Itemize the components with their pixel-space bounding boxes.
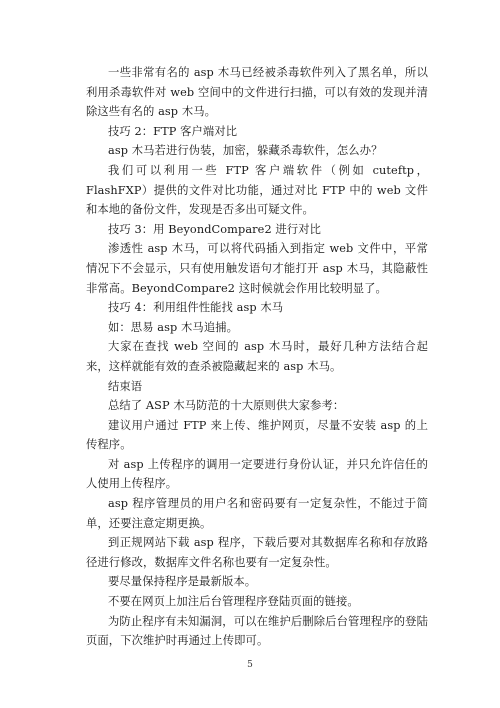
list-item: 建议用户通过 FTP 来上传、维护网页，尽量不安装 asp 的上传程序。 — [86, 418, 428, 452]
paragraph: 一些非常有名的 asp 木马已经被杀毒软件列入了黑名单，所以利用杀毒软件对 web 空间中的文件进行扫描，可以有效的发现并清除这些有名的 asp 木马。 — [86, 66, 428, 119]
paragraph: 渗透性 asp 木马，可以将代码插入到指定 web 文件中，平常情况下不会显示，只有使用触发语句才能打开 asp 木马，其隐蔽性非常高。BeyondCompare2 这时候就会作用比较明显了。 — [86, 242, 428, 295]
paragraph: 我们可以利用一些 FTP 客户端软件（例如 cuteftp，FlashFXP）提供的文件对比功能，通过对比 FTP 中的 web 文件和本地的备份文件，发现是否多出可疑文件。 — [86, 163, 428, 217]
paragraph: 总结了 ASP 木马防范的十大原则供大家参考： — [108, 399, 345, 413]
paragraph: 如：思易 asp 木马追捕。 — [108, 320, 239, 334]
page-number: 5 — [247, 660, 253, 670]
body-text — [86, 63, 428, 651]
section-heading: 技巧 4：利用组件性能找 asp 木马 — [108, 301, 284, 315]
section-heading: 技巧 3：用 BeyondCompare2 进行对比 — [108, 222, 322, 236]
paragraph: asp 木马若进行伪装，加密，躲藏杀毒软件，怎么办？ — [108, 144, 383, 158]
list-item: 到正规网站下载 asp 程序，下载后要对其数据库名称和存放路径进行修改，数据库文件名称也要有一定复杂性。 — [86, 536, 428, 569]
list-item: 不要在网页上加注后台管理程序登陆页面的链接。 — [108, 595, 359, 609]
section-heading: 技巧 2：FTP 客户端对比 — [108, 124, 238, 138]
list-item: 对 asp 上传程序的调用一定要进行身份认证，并只允许信任的人使用上传程序。 — [86, 457, 428, 491]
section-heading: 结束语 — [108, 379, 143, 393]
list-item: 为防止程序有未知漏洞，可以在维护后删除后台管理程序的登陆页面，下次维护时再通过上传即可。 — [86, 614, 428, 648]
paragraph: 大家在查找 web 空间的 asp 木马时，最好几种方法结合起来，这样就能有效的查杀被隐藏起来的 asp 木马。 — [86, 340, 428, 373]
list-item: asp 程序管理员的用户名和密码要有一定复杂性，不能过于简单，还要注意定期更换。 — [86, 497, 428, 530]
list-item: 要尽量保持程序是最新版本。 — [108, 575, 257, 589]
